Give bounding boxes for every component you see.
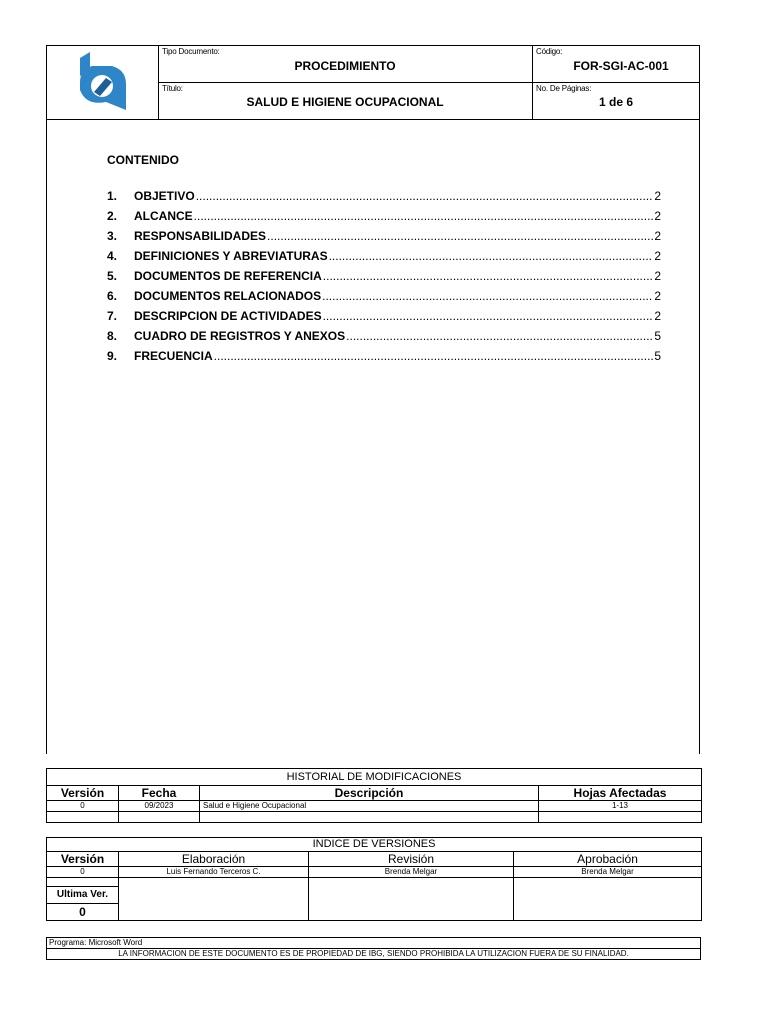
toc-dot-leader [196, 189, 654, 203]
toc-item-page: 2 [654, 269, 661, 283]
toc-title: CONTENIDO [107, 153, 179, 167]
versions-approval-signature [514, 878, 702, 921]
toc-item[interactable] [107, 289, 661, 309]
versions-title: INDICE DE VERSIONES [47, 838, 702, 852]
toc-item[interactable] [107, 189, 661, 209]
versions-approval-cell: Brenda Melgar [514, 867, 702, 878]
toc-item-label: OBJETIVO [134, 189, 195, 203]
versions-header-approval: Aprobación [514, 852, 702, 867]
toc-item[interactable] [107, 309, 661, 329]
history-header-version: Versión [47, 786, 119, 801]
footer-table [46, 937, 701, 960]
toc-item-number: 8. [107, 329, 118, 343]
toc-item-number: 6. [107, 289, 118, 303]
toc-item-number: 2. [107, 209, 118, 223]
title-label: Título: [162, 84, 183, 93]
toc-item-number: 3. [107, 229, 118, 243]
history-header-pages: Hojas Afectadas [539, 786, 702, 801]
page-frame-right [699, 118, 700, 754]
toc-item-number: 9. [107, 349, 118, 363]
toc-dot-leader [322, 289, 653, 303]
history-header-date: Fecha [119, 786, 200, 801]
history-version-cell [47, 812, 119, 823]
toc-item[interactable] [107, 329, 661, 349]
versions-review-signature [309, 878, 514, 921]
toc-item[interactable] [107, 209, 661, 229]
doc-type-label: Tipo Documento: [162, 47, 220, 56]
toc-item-page: 2 [654, 209, 661, 223]
toc-dot-leader [323, 269, 654, 283]
toc-dot-leader [194, 209, 654, 223]
history-description-cell [200, 812, 539, 823]
toc-item-page: 5 [654, 329, 661, 343]
versions-header-review: Revisión [309, 852, 514, 867]
toc-item[interactable] [107, 349, 661, 369]
program-label: Programa: Microsoft Word [47, 938, 701, 949]
versions-elaboration-signature [119, 878, 309, 921]
last-version-label: Ultima Ver. [47, 887, 119, 904]
toc-item-page: 2 [654, 189, 661, 203]
toc-dot-leader [346, 329, 653, 343]
versions-review-cell: Brenda Melgar [309, 867, 514, 878]
table-row [47, 812, 702, 823]
versions-header-version: Versión [47, 852, 119, 867]
table-row [47, 867, 702, 878]
toc-item-label: RESPONSABILIDADES [134, 229, 267, 243]
history-table [46, 768, 702, 823]
toc-item[interactable] [107, 269, 661, 289]
history-pages-cell [539, 812, 702, 823]
toc-item[interactable] [107, 229, 661, 249]
toc-item-number: 1. [107, 189, 118, 203]
history-header-description: Descripción [200, 786, 539, 801]
versions-version-cell: 0 [47, 867, 119, 878]
header-left-border [46, 46, 47, 119]
pages-value: 1 de 6 [598, 95, 634, 109]
table-row [47, 801, 702, 812]
header-right-border [699, 46, 700, 119]
versions-spacer-cell [47, 878, 119, 887]
history-description-cell: Salud e Higiene Ocupacional [200, 801, 539, 812]
code-value: FOR-SGI-AC-001 [573, 59, 669, 73]
toc-item-label: DESCRIPCION DE ACTIVIDADES [134, 309, 322, 323]
toc-dot-leader [214, 349, 654, 363]
toc-item-label: CUADRO DE REGISTROS Y ANEXOS [134, 329, 346, 343]
toc-item-page: 2 [654, 289, 661, 303]
header-middle-line [158, 82, 699, 83]
toc-item-label: DEFINICIONES Y ABREVIATURAS [134, 249, 328, 263]
toc-item-page: 2 [654, 229, 661, 243]
history-date-cell: 09/2023 [119, 801, 200, 812]
code-label: Código: [536, 47, 563, 56]
toc-item-number: 4. [107, 249, 118, 263]
versions-header-elaboration: Elaboración [119, 852, 309, 867]
history-date-cell [119, 812, 200, 823]
document-header [46, 45, 700, 120]
table-of-contents [107, 189, 661, 369]
toc-item-label: DOCUMENTOS RELACIONADOS [134, 289, 322, 303]
ownership-notice: LA INFORMACION DE ESTE DOCUMENTO ES DE PROPIEDAD DE IBG, SIENDO PROHIBIDA LA UTILIZACION FUERA DE SU FINALIDAD. [47, 949, 701, 960]
toc-item-number: 5. [107, 269, 118, 283]
toc-item-label: ALCANCE [134, 209, 193, 223]
pages-label: No. De Páginas: [536, 84, 592, 93]
versions-table [46, 837, 702, 921]
toc-item-page: 2 [654, 309, 661, 323]
history-pages-cell: 1-13 [539, 801, 702, 812]
versions-elaboration-cell: Luis Fernando Terceros C. [119, 867, 309, 878]
toc-item-label: FRECUENCIA [134, 349, 213, 363]
company-logo-icon [76, 52, 130, 112]
last-version-value: 0 [47, 904, 119, 921]
toc-item[interactable] [107, 249, 661, 269]
history-title: HISTORIAL DE MODIFICACIONES [47, 769, 702, 786]
toc-item-label: DOCUMENTOS DE REFERENCIA [134, 269, 322, 283]
history-version-cell: 0 [47, 801, 119, 812]
document-title: SALUD E HIGIENE OCUPACIONAL [246, 95, 444, 109]
toc-item-page: 5 [654, 349, 661, 363]
toc-item-page: 2 [654, 249, 661, 263]
toc-item-number: 7. [107, 309, 118, 323]
toc-dot-leader [267, 229, 653, 243]
toc-dot-leader [329, 249, 654, 263]
toc-dot-leader [323, 309, 654, 323]
page-frame-left [46, 118, 47, 754]
doc-type-value: PROCEDIMIENTO [294, 59, 396, 73]
